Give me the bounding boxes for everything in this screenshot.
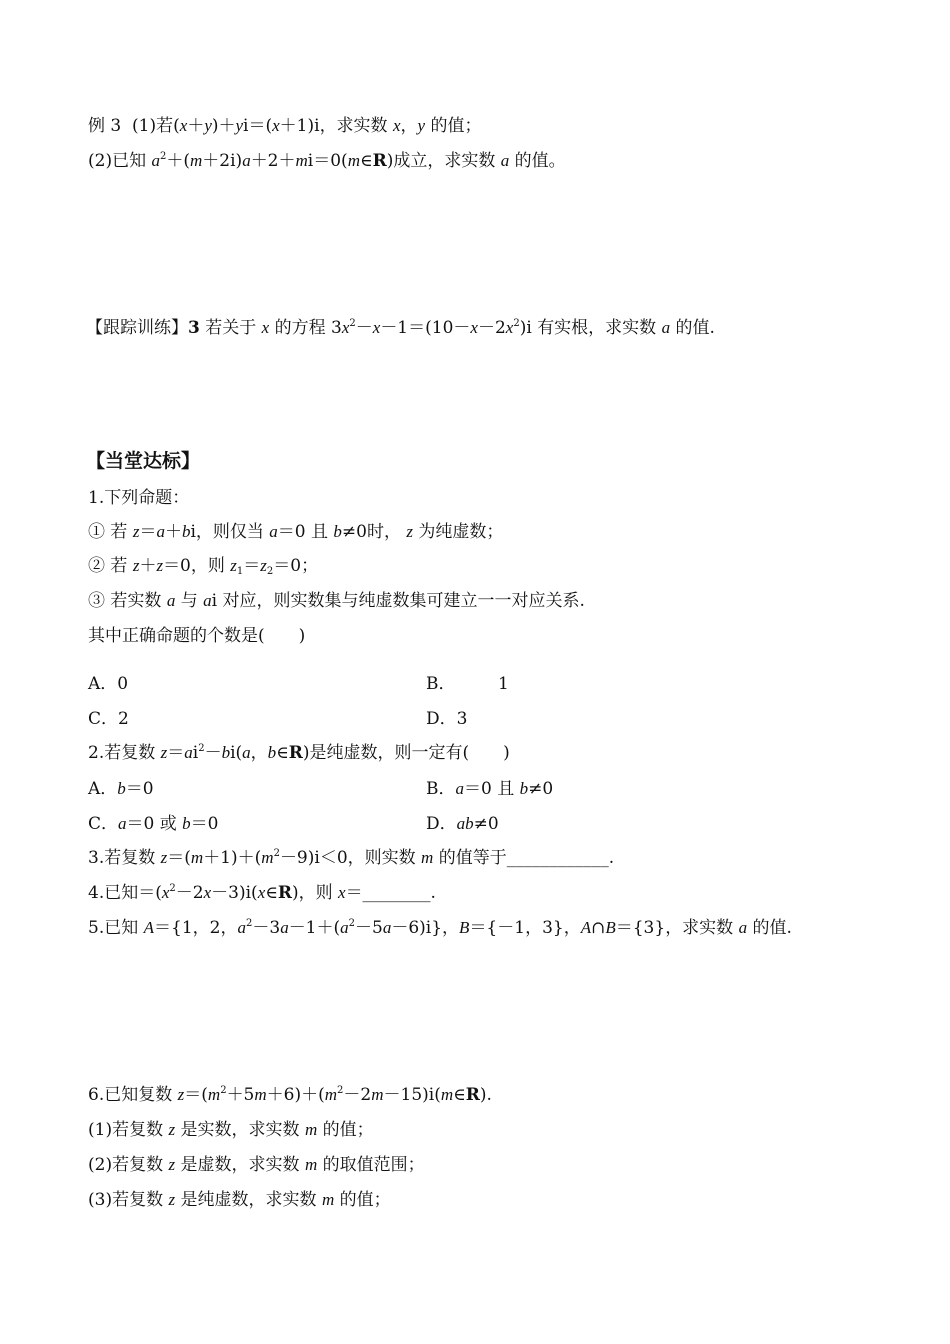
q1-statement-3: ③ 若实数 a 与 ai 对应，则实数集与纯虚数集可建立一一对应关系.	[88, 591, 585, 611]
q2-option-b: B．a＝0 且 b≠0	[426, 779, 554, 799]
q2-option-a: A．b＝0	[88, 779, 154, 799]
example-3-part-1: 例 3 (1)若(x＋y)＋yi＝(x＋1)i，求实数 x，y 的值；	[88, 116, 482, 136]
q6-part-1: (1)若复数 z 是实数，求实数 m 的值；	[88, 1120, 374, 1140]
q1-statement-2: ② 若 z＋z＝0，则 $z_1=z_2=0$；	[88, 556, 319, 577]
q6-stem: 6.已知复数 $z=(m^2+5m+6)+(m^2-2m-15)i(m\in R)$.	[88, 1085, 492, 1105]
q1-option-a: A．0	[88, 674, 129, 694]
section-title: 【当堂达标】	[86, 450, 201, 472]
q1-option-b: B． 1	[426, 674, 509, 694]
tracking-practice-3: 【跟踪训练】3 若关于 x 的方程 $3x^2-x-1=(10-x-2x^2)i$ 有实根，求实数 a 的值.	[86, 318, 715, 338]
q1-statement-1: ① 若 z＝a＋bi，则仅当 a＝0 且 b≠0时， z 为纯虚数；	[88, 522, 504, 542]
example-3-part-2: (2)已知 $a^2+(m+2i)a+2+mi=0(m\in R)$成立，求实数 a 的值。	[88, 151, 566, 171]
q6-part-3: (3)若复数 z 是纯虚数，求实数 m 的值；	[88, 1190, 391, 1210]
q2-option-c: C．a＝0 或 b＝0	[88, 814, 219, 834]
q3: 3.若复数 $z=(m+1)+(m^2-9)i<0$，则实数 m 的值等于____________.	[88, 848, 615, 868]
q2-option-d: D．ab≠0	[426, 814, 499, 834]
q4: 4.已知$=(x^2-2x-3)i(x\in R)$，则 x＝________.	[88, 883, 436, 903]
q1-option-c: C．2	[88, 709, 129, 729]
q1-stem: 1.下列命题：	[88, 488, 190, 508]
q2-stem: 2.若复数 $z=ai^2-bi(a$，b∈R)是纯虚数，则一定有( )	[88, 743, 510, 763]
q5: 5.已知 A＝{1，2，$a^2-3a-1+(a^2-5a-6)i$}，B＝{－1，3}，A∩B＝{3}，求实数 a 的值.	[88, 918, 792, 938]
q6-part-2: (2)若复数 z 是虚数，求实数 m 的取值范围；	[88, 1155, 425, 1175]
q1-ask: 其中正确命题的个数是( )	[88, 626, 306, 646]
q1-option-d: D．3	[426, 709, 468, 729]
